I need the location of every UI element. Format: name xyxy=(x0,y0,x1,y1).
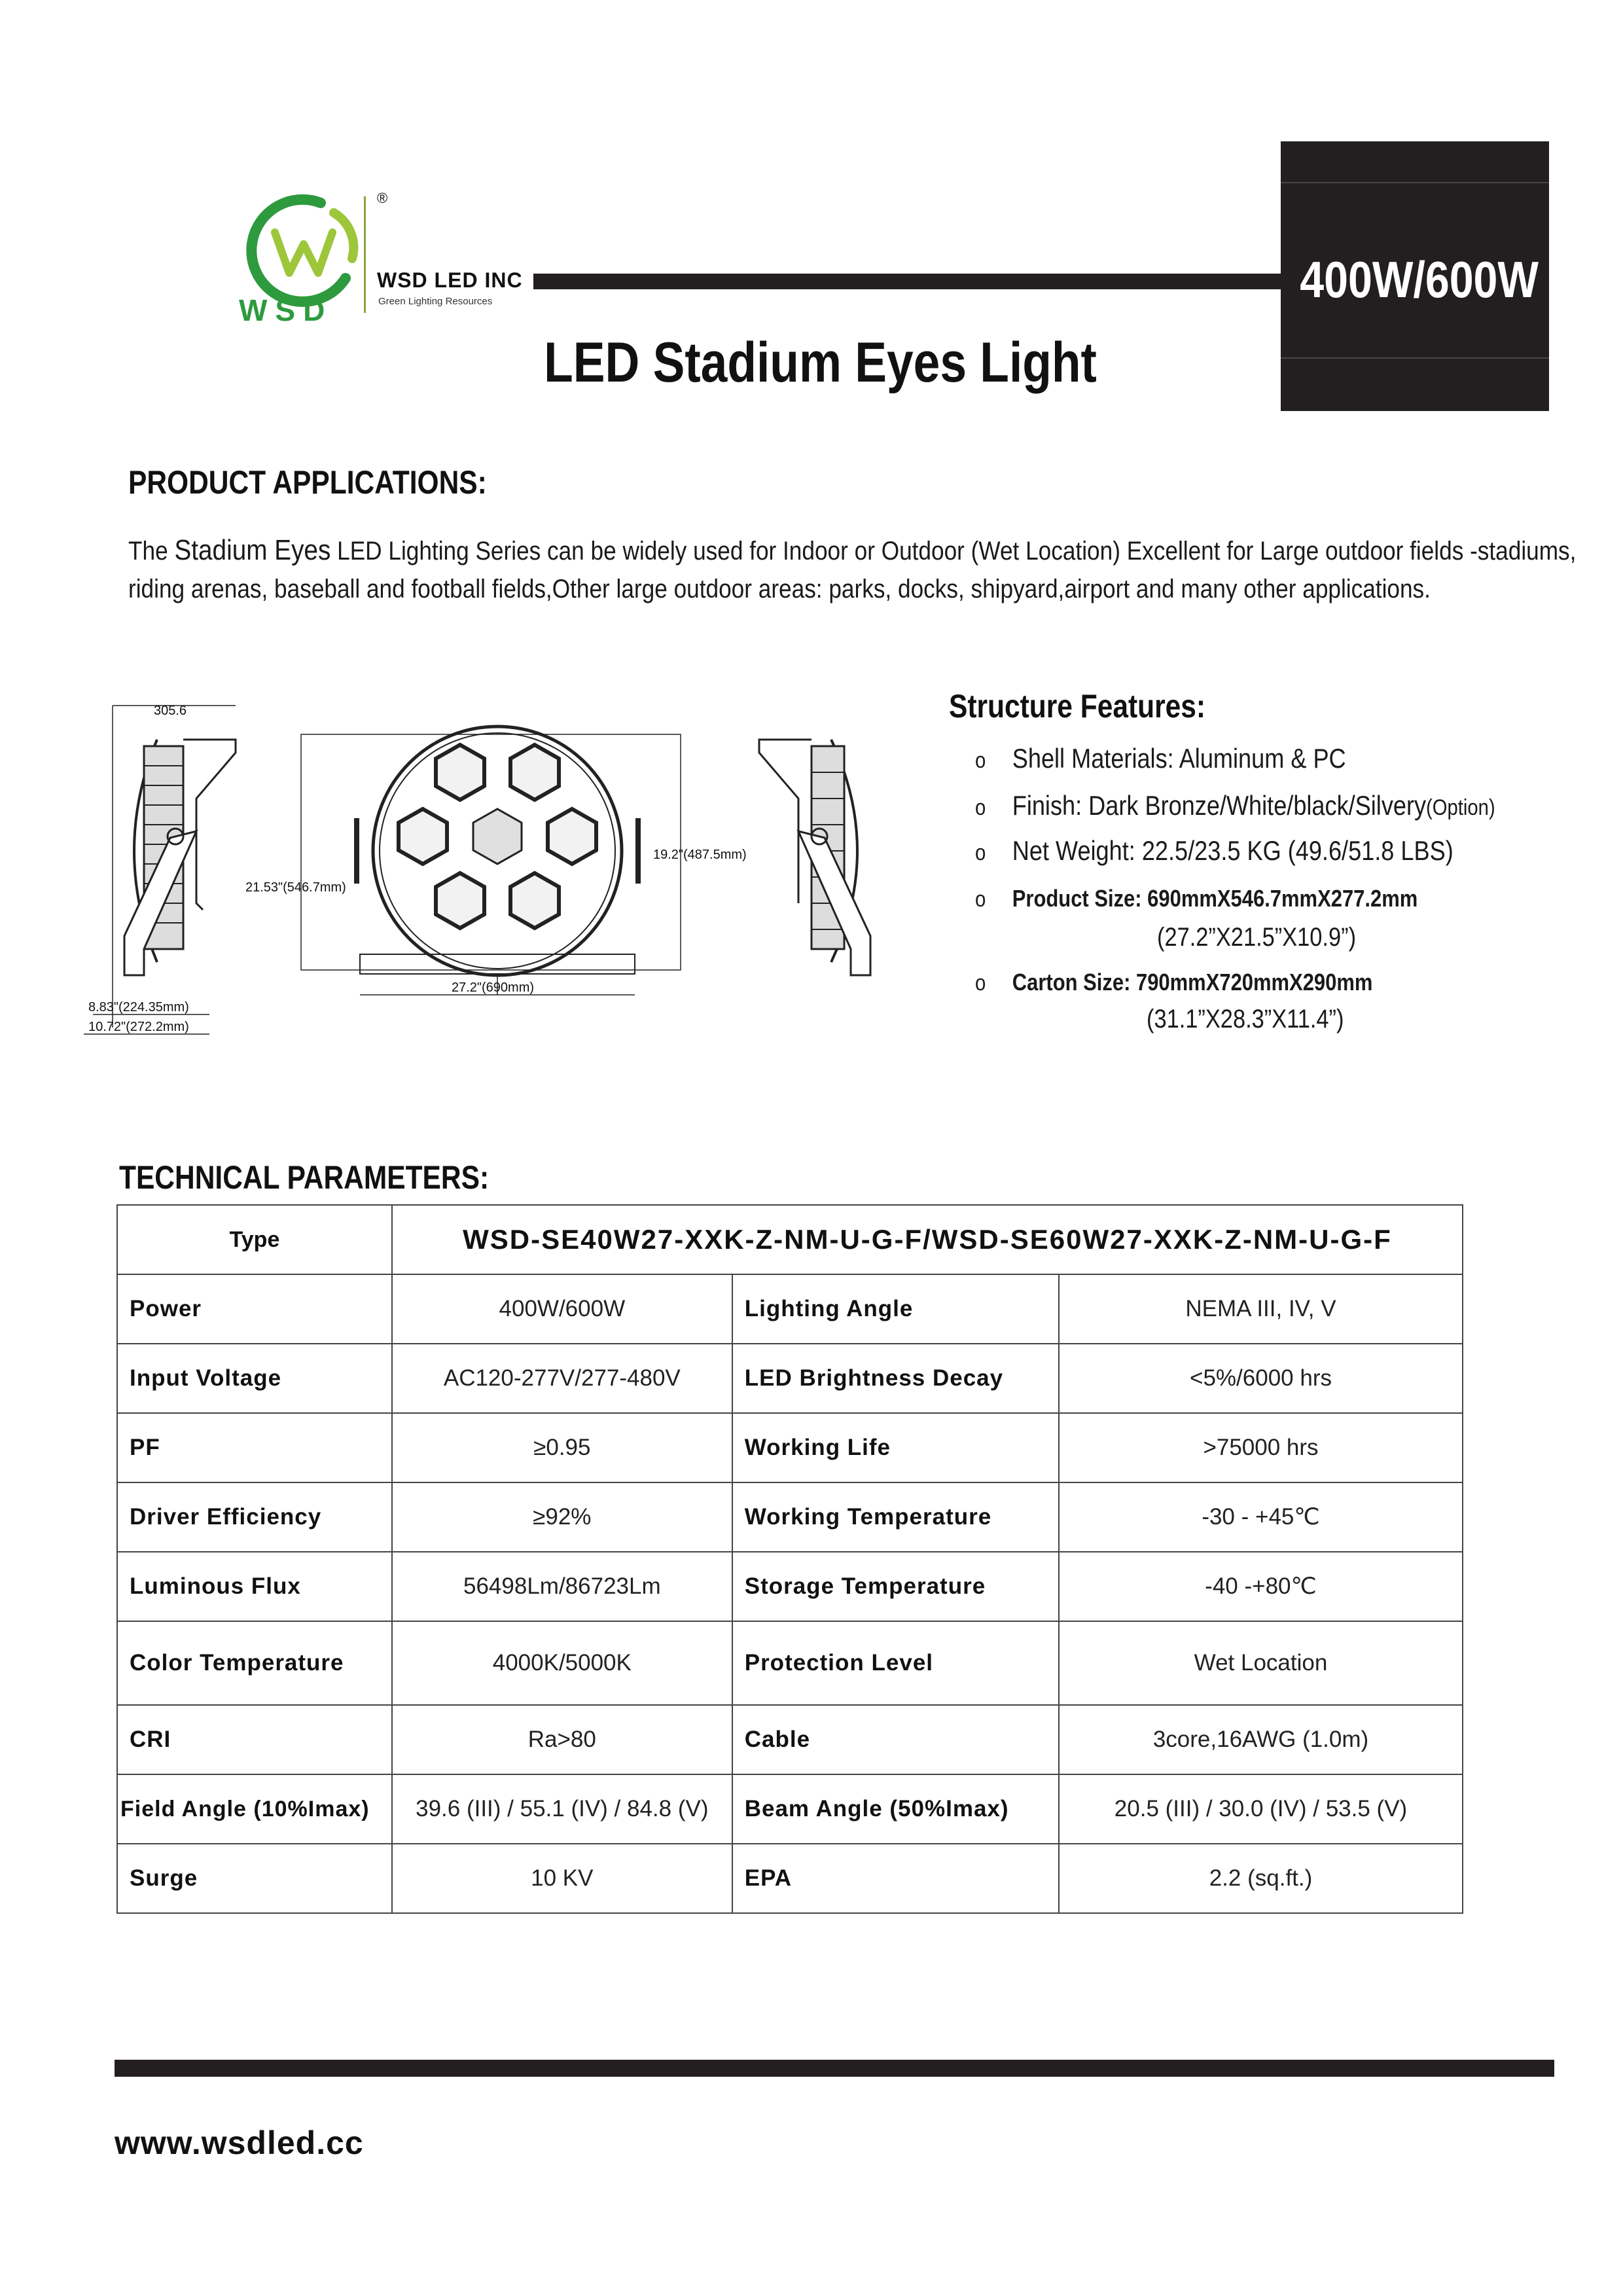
technical-table xyxy=(116,1204,1463,1914)
param-value: ≥0.95 xyxy=(392,1413,732,1482)
param-label: Power xyxy=(117,1274,392,1344)
param-value: <5%/6000 hrs xyxy=(1059,1344,1463,1413)
feature-carton-size xyxy=(975,969,1372,996)
front-view-drawing xyxy=(301,726,681,995)
applications-text-prefix: The xyxy=(128,537,175,565)
param-value: 10 KV xyxy=(392,1844,732,1913)
param-value: NEMA III, IV, V xyxy=(1059,1274,1463,1344)
param-value: 400W/600W xyxy=(392,1274,732,1344)
param-label: LED Brightness Decay xyxy=(732,1344,1059,1413)
feature-text: Finish: Dark Bronze/White/black/Silvery xyxy=(1012,790,1427,821)
param-value: 2.2 (sq.ft.) xyxy=(1059,1844,1463,1913)
label-width: 27.2"(690mm) xyxy=(452,980,535,995)
feature-product-size xyxy=(975,885,1418,912)
type-value: WSD-SE40W27-XXK-Z-NM-U-G-F/WSD-SE60W27-XXK-Z-NM-U-G-F xyxy=(392,1205,1463,1274)
table-row xyxy=(117,1344,1463,1413)
product-drawings xyxy=(79,687,903,1054)
param-label: Beam Angle (50%Imax) xyxy=(732,1774,1059,1844)
table-row xyxy=(117,1205,1463,1274)
param-value: 20.5 (III) / 30.0 (IV) / 53.5 (V) xyxy=(1059,1774,1463,1844)
bullet-icon: o xyxy=(975,971,986,996)
param-value: >75000 hrs xyxy=(1059,1413,1463,1482)
company-name: WSD LED INC xyxy=(377,268,523,292)
page-title: LED Stadium Eyes Light xyxy=(544,331,1097,394)
side-view-drawing xyxy=(84,706,236,1034)
structure-heading: Structure Features: xyxy=(949,688,1206,725)
bullet-icon: o xyxy=(975,840,986,865)
param-value: Wet Location xyxy=(1059,1621,1463,1705)
label-inner-height: 19.2"(487.5mm) xyxy=(653,848,747,862)
param-value: 4000K/5000K xyxy=(392,1621,732,1705)
feature-product-size-inches: (27.2”X21.5”X10.9”) xyxy=(1157,923,1357,952)
applications-heading: PRODUCT APPLICATIONS: xyxy=(128,464,487,501)
param-value: 56498Lm/86723Lm xyxy=(392,1552,732,1621)
applications-text xyxy=(128,531,1591,608)
feature-finish xyxy=(975,790,1495,821)
param-value: 39.6 (III) / 55.1 (IV) / 84.8 (V) xyxy=(392,1774,732,1844)
feature-option: (Option) xyxy=(1426,795,1495,820)
technical-heading: TECHNICAL PARAMETERS: xyxy=(119,1159,490,1196)
feature-text: Net Weight: 22.5/23.5 KG (49.6/51.8 LBS) xyxy=(1012,835,1454,866)
feature-text: Product Size: 690mmX546.7mmX277.2mm xyxy=(1012,885,1418,912)
param-label: Protection Level xyxy=(732,1621,1059,1705)
table-row xyxy=(117,1621,1463,1705)
registered-mark: ® xyxy=(377,190,388,206)
logo-divider xyxy=(364,196,366,313)
param-label: Working Life xyxy=(732,1413,1059,1482)
param-value: Ra>80 xyxy=(392,1705,732,1774)
hexagon-led-modules xyxy=(399,745,596,928)
label-height: 21.53"(546.7mm) xyxy=(245,880,346,895)
param-value: AC120-277V/277-480V xyxy=(392,1344,732,1413)
label-depth-1: 8.83"(224.35mm) xyxy=(88,1000,189,1014)
param-value: ≥92% xyxy=(392,1482,732,1552)
feature-carton-size-inches: (31.1”X28.3”X11.4”) xyxy=(1147,1005,1344,1033)
feature-text: Shell Materials: Aluminum & PC xyxy=(1012,743,1346,774)
website-link[interactable]: www.wsdled.cc xyxy=(115,2125,364,2161)
feature-weight xyxy=(975,835,1454,867)
table-row xyxy=(117,1705,1463,1774)
product-name: Stadium Eyes xyxy=(174,534,331,566)
footer-rule xyxy=(115,2060,1554,2077)
param-label: Working Temperature xyxy=(732,1482,1059,1552)
param-label: Lighting Angle xyxy=(732,1274,1059,1344)
bullet-icon: o xyxy=(975,887,986,912)
table-row xyxy=(117,1274,1463,1344)
logo-text: WSD xyxy=(239,293,333,327)
table-row xyxy=(117,1482,1463,1552)
bullet-icon: o xyxy=(975,748,986,773)
param-value: -30 - +45℃ xyxy=(1059,1482,1463,1552)
feature-shell xyxy=(975,743,1346,774)
applications-text-body: LED Lighting Series can be widely used for Indoor or Outdoor (Wet Location) Excellent for Large outdoor fields -stadiums, riding arenas, baseball and football fields,Other large outdoor areas: parks, docks, shipyard,airport and many other applications. xyxy=(128,537,1577,603)
wattage-label: 400W/600W xyxy=(1300,249,1531,310)
company-logo xyxy=(236,187,393,327)
label-depth-2: 10.72"(272.2mm) xyxy=(88,1020,189,1034)
param-label: EPA xyxy=(732,1844,1059,1913)
param-value: -40 -+80℃ xyxy=(1059,1552,1463,1621)
param-label: Storage Temperature xyxy=(732,1552,1059,1621)
param-label: Driver Efficiency xyxy=(117,1482,392,1552)
table-row xyxy=(117,1413,1463,1482)
table-row xyxy=(117,1774,1463,1844)
feature-text: Carton Size: 790mmX720mmX290mm xyxy=(1012,969,1373,996)
table-row xyxy=(117,1844,1463,1913)
header-rule xyxy=(533,274,1319,289)
param-label: Input Voltage xyxy=(117,1344,392,1413)
param-label: Cable xyxy=(732,1705,1059,1774)
param-value: 3core,16AWG (1.0m) xyxy=(1059,1705,1463,1774)
table-row xyxy=(117,1552,1463,1621)
type-label: Type xyxy=(117,1205,392,1274)
label-side-width: 305.6 xyxy=(154,704,187,718)
side-view-drawing-right xyxy=(759,740,870,975)
param-label: Color Temperature xyxy=(117,1621,392,1705)
param-label: Surge xyxy=(117,1844,392,1913)
param-label: Field Angle (10%Imax) xyxy=(117,1774,392,1844)
param-label: PF xyxy=(117,1413,392,1482)
bullet-icon: o xyxy=(975,795,986,820)
param-label: Luminous Flux xyxy=(117,1552,392,1621)
company-tagline: Green Lighting Resources xyxy=(378,296,493,307)
param-label: CRI xyxy=(117,1705,392,1774)
